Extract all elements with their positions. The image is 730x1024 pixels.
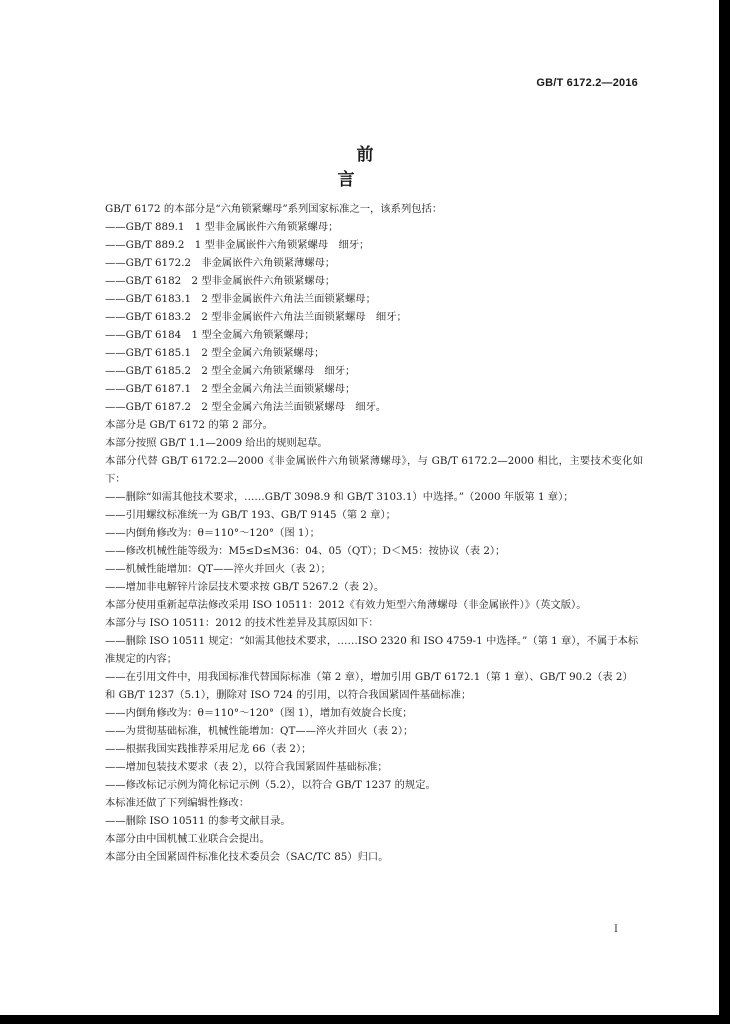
series-item: ——GB/T 889.2 1 型非金属嵌件六角锁紧螺母 细牙； [105,239,370,251]
scan-border-bottom [0,1015,730,1024]
series-item: ——GB/T 6183.1 2 型非金属嵌件六角法兰面锁紧螺母； [105,293,376,305]
change-item: ——引用螺纹标准统一为 GB/T 193、GB/T 9145（第 2 章）； [105,509,396,521]
replaces-paragraph: 本部分代替 GB/T 6172.2—2000《非金属嵌件六角锁紧薄螺母》，与 GB/T 6172.2—2000 相比，主要技术变化如下： [105,455,643,485]
foreword-body [83,200,643,866]
proposed-paragraph: 本部分由中国机械工业联合会提出。 [105,833,270,845]
series-item: ——GB/T 6183.2 2 型非金属嵌件六角法兰面锁紧螺母 细牙； [105,311,407,323]
change-item: ——增加非电解锌片涂层技术要求按 GB/T 5267.2（表 2）。 [105,581,385,593]
change-item: ——内倒角修改为：θ＝110°～120°（图 1）； [105,527,320,539]
diff-item: ——删除 ISO 10511 规定：“如需其他技术要求，……ISO 2320 和 ISO 4759-1 中选择。”（第 1 章），不属于本标准规定的内容； [105,635,639,665]
diff-item: ——内倒角修改为：θ＝110°～120°（图 1），增加有效旋合长度； [105,707,413,719]
series-item: ——GB/T 889.1 1 型非金属嵌件六角锁紧螺母； [105,221,339,233]
series-item: ——GB/T 6187.2 2 型全金属六角法兰面锁紧螺母 细牙。 [105,401,387,413]
diff-item: ——根据我国实践推荐采用尼龙 66（表 2）； [105,743,312,755]
series-item: ——GB/T 6185.1 2 型全金属六角锁紧螺母； [105,347,325,359]
drafting-paragraph: 本部分按照 GB/T 1.1—2009 给出的规则起草。 [105,437,328,449]
series-item: ——GB/T 6185.2 2 型全金属六角锁紧螺母 细牙； [105,365,356,377]
diff-item: ——在引用文件中，用我国标准代替国际标准（第 2 章），增加引用 GB/T 6172.1（第 1 章）、GB/T 90.2（表 2）和 GB/T 1237（5.1），删除对 ISO 724 的引用，以符合我国紧固件基础标准； [105,671,633,701]
series-item: ——GB/T 6182 2 型非金属嵌件六角锁紧螺母； [105,275,336,287]
series-item: ——GB/T 6172.2 非金属嵌件六角锁紧薄螺母； [105,257,336,269]
change-item: ——机械性能增加：QT——淬火并回火（表 2）； [105,563,331,575]
redraft-paragraph: 本部分使用重新起草法修改采用 ISO 10511：2012《有效力矩型六角薄螺母（非金属嵌件）》（英文版）。 [105,599,587,611]
standard-code: GB/T 6172.2—2016 [536,77,638,89]
edit-intro-paragraph: 本标准还做了下列编辑性修改： [105,797,250,809]
page-number: I [614,924,618,935]
diff-item: ——为贯彻基础标准，机械性能增加：QT——淬火并回火（表 2）； [105,725,414,737]
diff-item: ——修改标记示例为简化标记示例（5.2），以符合 GB/T 1237 的规定。 [105,779,436,791]
part-of-paragraph: 本部分是 GB/T 6172 的第 2 部分。 [105,419,273,431]
managed-paragraph: 本部分由全国紧固件标准化技术委员会（SAC/TC 85）归口。 [105,851,389,863]
scan-border-right [719,0,730,1024]
page-title: 前言 [337,145,412,190]
diff-intro-paragraph: 本部分与 ISO 10511：2012 的技术性差异及其原因如下： [105,617,379,629]
series-item: ——GB/T 6184 1 型全金属六角锁紧螺母； [105,329,315,341]
diff-item: ——增加包装技术要求（表 2），以符合我国紧固件基础标准； [105,761,388,773]
edit-item: ——删除 ISO 10511 的参考文献目录。 [105,815,291,827]
change-item: ——修改机械性能等级为：M5≤D≤M36：04、05（QT）；D＜M5：按协议（表 2）； [105,545,506,557]
intro-paragraph: GB/T 6172 的本部分是“六角锁紧螺母”系列国家标准之一，该系列包括： [105,203,443,215]
change-item: ——删除“如需其他技术要求，……GB/T 3098.9 和 GB/T 3103.1）中选择。”（2000 年版第 1 章）； [105,491,574,503]
series-item: ——GB/T 6187.1 2 型全金属六角法兰面锁紧螺母； [105,383,356,395]
